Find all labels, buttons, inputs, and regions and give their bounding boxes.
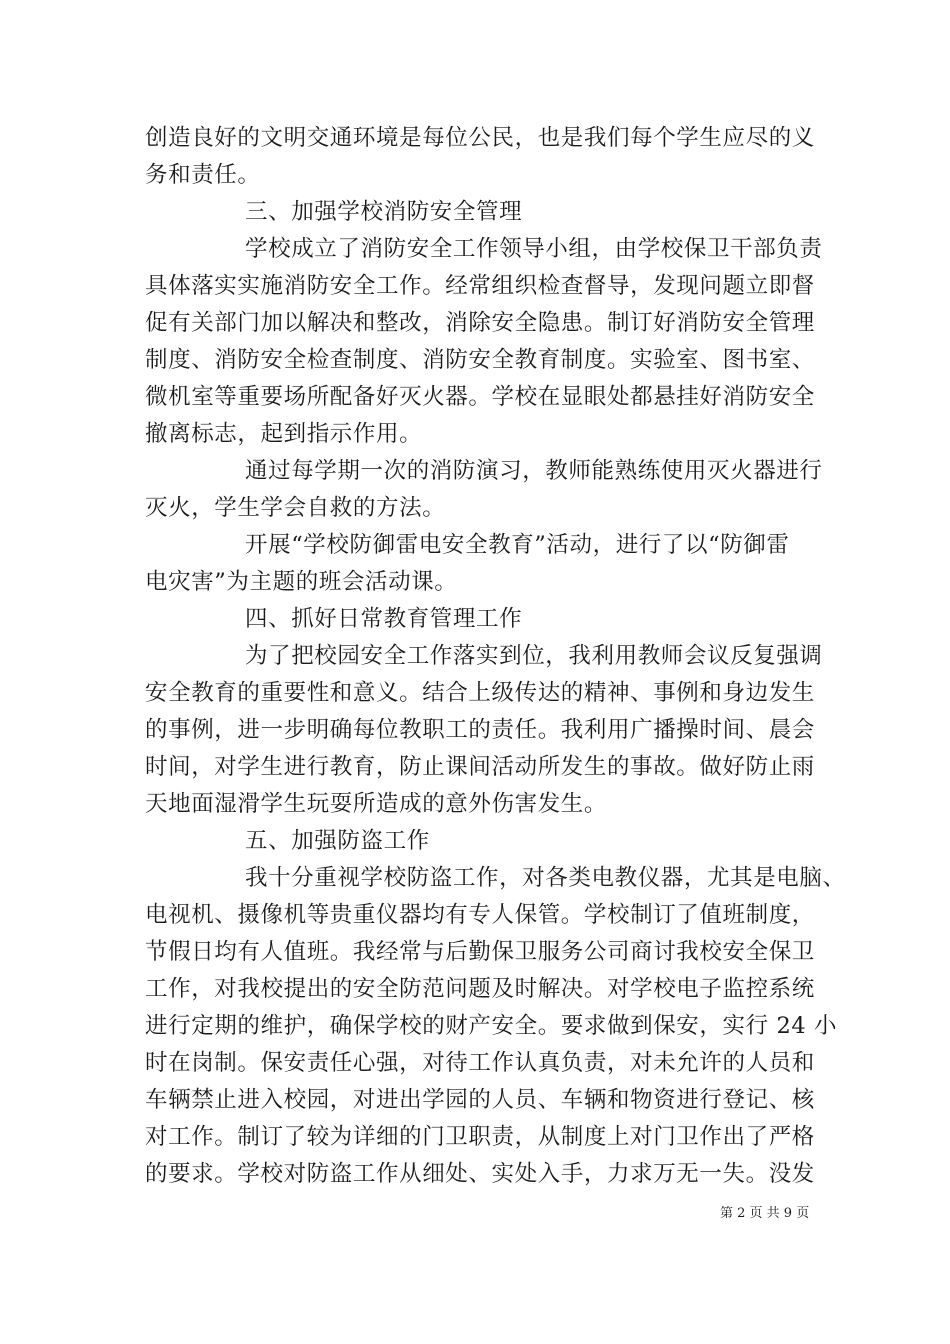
text-line: 对工作。制订了较为详细的门卫职责，从制度上对门卫作出了严格 [145,1124,815,1150]
text-line: 为了把校园安全工作落实到位，我利用教师会议反复强调 [245,643,823,669]
text-line: 天地面湿滑学生玩耍所造成的意外伤害发生。 [145,791,608,817]
text-line: 车辆禁止进入校园，对进出学园的人员、车辆和物资进行登记、核 [145,1087,815,1113]
text-line: 时间，对学生进行教育，防止课间活动所发生的事故。做好防止雨 [145,754,815,780]
text-line: 电视机、摄像机等贵重仪器均有专人保管。学校制订了值班制度， [145,902,815,928]
section-heading: 五、加强防盗工作 [245,828,430,854]
text-line: 工作，对我校提出的安全防范问题及时解决。对学校电子监控系统 [145,976,815,1002]
text-line: 开展“学校防御雷电安全教育”活动，进行了以“防御雷 [245,532,790,558]
text-line: 具体落实实施消防安全工作。经常组织检查督导，发现问题立即督 [145,273,815,299]
text-line: 时在岗制。保安责任心强，对待工作认真负责，对未允许的人员和 [145,1050,815,1076]
text-line: 务和责任。 [145,162,261,188]
text-line: 学校成立了消防安全工作领导小组，由学校保卫干部负责 [245,236,823,262]
text-line: 创造良好的文明交通环境是每位公民，也是我们每个学生应尽的义 [145,125,815,151]
text-line: 微机室等重要场所配备好灭火器。学校在显眼处都悬挂好消防安全 [145,384,815,410]
text-line: 我十分重视学校防盗工作，对各类电教仪器，尤其是电脑、 [245,865,846,891]
text-line: 制度、消防安全检查制度、消防安全教育制度。实验室、图书室、 [145,347,815,373]
text-line: 安全教育的重要性和意义。结合上级传达的精神、事例和身边发生 [145,680,815,706]
text-line: 灭火，学生学会自救的方法。 [145,495,446,521]
text-line: 进行定期的维护，确保学校的财产安全。要求做到保安，实行 24 小 [145,1013,838,1039]
text-line: 节假日均有人值班。我经常与后勤保卫服务公司商讨我校安全保卫 [145,939,815,965]
text-line: 的事例，进一步明确每位教职工的责任。我利用广播操时间、晨会 [145,717,815,743]
section-heading: 四、抓好日常教育管理工作 [245,606,523,632]
text-line: 的要求。学校对防盗工作从细处、实处入手，力求万无一失。没发 [145,1161,815,1187]
text-line: 电灾害”为主题的班会活动课。 [145,569,458,595]
section-heading: 三、加强学校消防安全管理 [245,199,523,225]
text-line: 通过每学期一次的消防演习，教师能熟练使用灭火器进行 [245,458,823,484]
page-number: 第 2 页 共 9 页 [720,1206,810,1221]
text-line: 促有关部门加以解决和整改，消除安全隐患。制订好消防安全管理 [145,310,815,336]
text-line: 撤离标志，起到指示作用。 [145,421,423,447]
